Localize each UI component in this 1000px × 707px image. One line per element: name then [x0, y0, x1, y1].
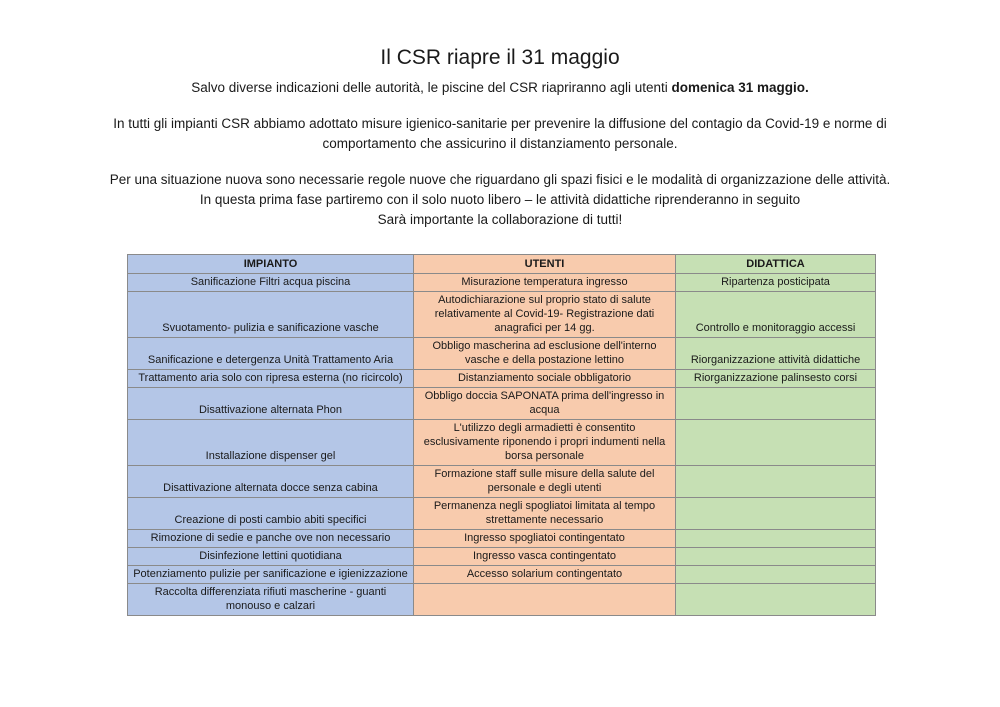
header-didattica: DIDATTICA [676, 255, 876, 274]
cell-didattica [676, 498, 876, 530]
cell-impianto: Disinfezione lettini quotidiana [128, 548, 414, 566]
table-row [128, 274, 876, 292]
cell-impianto: Disattivazione alternata docce senza cabina [128, 466, 414, 498]
cell-didattica [676, 466, 876, 498]
cell-utenti: Obbligo mascherina ad esclusione dell'interno vasche e della postazione lettino [414, 338, 676, 370]
cell-didattica [676, 388, 876, 420]
cell-utenti: Ingresso vasca contingentato [414, 548, 676, 566]
cell-didattica [676, 566, 876, 584]
intro-paragraph [40, 114, 960, 154]
cell-didattica [676, 548, 876, 566]
rules-line: Per una situazione nuova sono necessarie regole nuove che riguardano gli spazi fisici e le modalità di organizzazione delle attività. [109, 172, 891, 187]
cell-utenti [414, 584, 676, 616]
cell-didattica: Controllo e monitoraggio accessi [676, 292, 876, 338]
cell-didattica [676, 584, 876, 616]
cell-utenti: Ingresso spogliatoi contingentato [414, 530, 676, 548]
cell-utenti: Obbligo doccia SAPONATA prima dell'ingresso in acqua [414, 388, 676, 420]
cell-impianto: Installazione dispenser gel [128, 420, 414, 466]
table-header-row [128, 255, 876, 274]
subtitle [0, 80, 1000, 95]
cell-utenti: Accesso solarium contingentato [414, 566, 676, 584]
subtitle-date: domenica 31 maggio. [671, 80, 809, 95]
intro-line: comportamento che assicurino il distanziamento personale. [322, 136, 678, 151]
rules-paragraph [40, 170, 960, 230]
page-title: Il CSR riapre il 31 maggio [380, 46, 620, 69]
cell-didattica [676, 420, 876, 466]
cell-impianto: Disattivazione alternata Phon [128, 388, 414, 420]
cell-impianto: Creazione di posti cambio abiti specifici [128, 498, 414, 530]
cell-impianto: Sanificazione Filtri acqua piscina [128, 274, 414, 292]
subtitle-text: Salvo diverse indicazioni delle autorità, le piscine del CSR riapriranno agli utenti [191, 80, 672, 95]
table-row [128, 338, 876, 370]
cell-utenti: Misurazione temperatura ingresso [414, 274, 676, 292]
table-row [128, 530, 876, 548]
measures-table [127, 254, 876, 616]
rules-line: Sarà importante la collaborazione di tutti! [377, 212, 623, 227]
cell-didattica [676, 530, 876, 548]
cell-impianto: Rimozione di sedie e panche ove non necessario [128, 530, 414, 548]
table-row [128, 584, 876, 616]
table-row [128, 466, 876, 498]
table-row [128, 566, 876, 584]
table-row [128, 420, 876, 466]
cell-impianto: Potenziamento pulizie per sanificazione e igienizzazione [128, 566, 414, 584]
table-row [128, 548, 876, 566]
intro-line: In tutti gli impianti CSR abbiamo adottato misure igienico-sanitarie per prevenire la diffusione del contagio da Covid-19 e norme di [113, 116, 887, 131]
rules-line: In questa prima fase partiremo con il solo nuoto libero – le attività didattiche riprenderanno in seguito [199, 192, 801, 207]
cell-didattica: Riorganizzazione palinsesto corsi [676, 370, 876, 388]
table-row [128, 370, 876, 388]
cell-utenti: Distanziamento sociale obbligatorio [414, 370, 676, 388]
cell-impianto: Trattamento aria solo con ripresa esterna (no ricircolo) [128, 370, 414, 388]
header-impianto: IMPIANTO [128, 255, 414, 274]
cell-impianto: Raccolta differenziata rifiuti mascherine - guanti monouso e calzari [128, 584, 414, 616]
table-row [128, 292, 876, 338]
cell-utenti: L'utilizzo degli armadietti è consentito esclusivamente riponendo i propri indumenti nella borsa personale [414, 420, 676, 466]
cell-didattica: Riorganizzazione attività didattiche [676, 338, 876, 370]
cell-impianto: Svuotamento- pulizia e sanificazione vasche [128, 292, 414, 338]
cell-utenti: Permanenza negli spogliatoi limitata al tempo strettamente necessario [414, 498, 676, 530]
cell-utenti: Formazione staff sulle misure della salute del personale e degli utenti [414, 466, 676, 498]
table-row [128, 498, 876, 530]
cell-utenti: Autodichiarazione sul proprio stato di salute relativamente al Covid-19- Registrazione dati anagrafici per 14 gg. [414, 292, 676, 338]
cell-didattica: Ripartenza posticipata [676, 274, 876, 292]
cell-impianto: Sanificazione e detergenza Unità Trattamento Aria [128, 338, 414, 370]
header-utenti: UTENTI [414, 255, 676, 274]
table-row [128, 388, 876, 420]
